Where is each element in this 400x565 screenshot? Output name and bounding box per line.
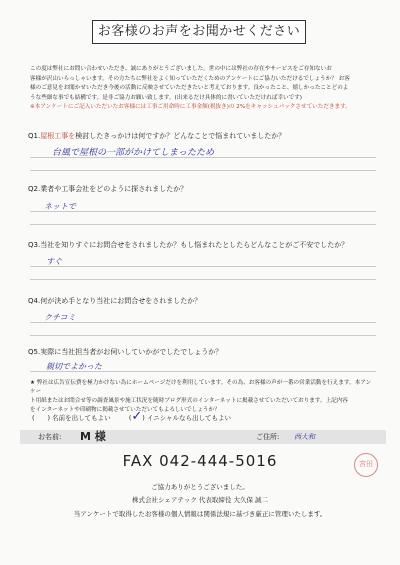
publication-note: ★ 弊社は広告宣伝費を極力かけない為にホームページだけを利用しています。その為、お客様の声が一番の営業活動を行えます。本アンケー ト用紙またはお問合せ等の調査風景や施工状況を随時ブログ形式のインターネットに掲載させていただいております。上記内容 をインターネットや印刷物に掲載させていただいてもよろしいでしょうか？	[30, 380, 372, 413]
consent-options	[32, 409, 372, 424]
page-title: お客様のお声をお聞かせください	[92, 20, 306, 44]
question-number: Q2.	[28, 185, 41, 193]
question-number: Q3.	[28, 241, 41, 249]
name-address-bar	[20, 430, 386, 444]
question-text: 実際に当社担当者がお伺いしていかがでしたでしょうか？	[40, 348, 223, 356]
privacy-notice: 当アンケートで取得したお客様の個人情報は関係法規に基づき厳正に管理いたします。	[73, 510, 327, 518]
answer-2[interactable]: ネットで	[44, 202, 76, 211]
consent-checkbox-name[interactable]: ( )	[32, 414, 51, 422]
answer-line	[30, 211, 376, 212]
consent-checkbox-initial[interactable]: (✓)	[128, 409, 145, 424]
answer-line	[30, 266, 376, 267]
answer-4[interactable]: クチコミ	[44, 313, 76, 322]
name-value[interactable]: M 様	[80, 430, 106, 443]
address-label: ご住所:	[256, 433, 280, 441]
consent-option-initial: イニシャルなら出してもよい	[146, 414, 232, 422]
question-number: Q1.	[28, 132, 41, 140]
check-mark-icon: ✓	[131, 409, 143, 424]
consent-option-name: 名前を出してもよい	[52, 414, 111, 422]
question-4	[28, 296, 376, 306]
question-text: 検討したきっかけは何ですか？どんなことで悩まれていましたか？	[75, 132, 286, 140]
answer-line	[30, 224, 376, 225]
answer-5[interactable]: 親切でよかった	[46, 362, 102, 371]
question-number: Q4.	[28, 297, 41, 305]
answer-1[interactable]: 台風で屋根の一部がかけてしまったため	[52, 148, 215, 158]
answer-line	[30, 170, 376, 171]
question-text: 何が決め手となり当社にお問合せをされましたか？	[40, 297, 202, 305]
question-2	[28, 184, 376, 194]
question-highlight: 屋根工事を	[40, 132, 76, 140]
intro-cashback-note: ※本アンケートにご記入いただいたお客様には工事ご用命時に工事金額(税抜き)の 2%をキャッシュバックさせていただきます。	[30, 104, 351, 111]
answer-line	[30, 279, 376, 280]
answer-line	[30, 322, 376, 323]
thanks-text: ご協力ありがとうございました。	[151, 483, 249, 491]
address-value[interactable]: 西大和	[294, 433, 315, 441]
answer-line	[30, 371, 376, 372]
question-text: 当社を知りすぐにお問合せをされましたか？もし悩まれたとしたらどんなことがご不安でしたか？	[40, 241, 349, 249]
question-3	[28, 240, 376, 250]
company-name: 株式会社シェアテック 代表取締役 大久保 誠二	[131, 496, 269, 504]
intro-text	[30, 56, 376, 122]
fax-number: FAX 042-444-5016	[122, 452, 278, 470]
question-5	[28, 347, 376, 357]
answer-line	[30, 335, 376, 336]
intro-body: この度は弊社にお問い合わせいただき、誠にありがとうございました。世の中には弊社の存在やサービスをご存知ないお 客様が沢山いらっしゃいます。その方たちに弊社をよく知っていただくためのアンケートにご協力いただけるでしょうか？ お客 様のご意見をお聞かせいただき今後の活動に反映させていただきたいと考えております。良かったこと、嬉しかったことどのよ うな些細な事でも結構です。是非ご協力お願い致します。(出来るだけ具体的に書いていただければ幸いです)	[30, 66, 350, 101]
answer-3[interactable]: すぐ	[46, 257, 62, 266]
question-number: Q5.	[28, 348, 41, 356]
name-label: お名前:	[38, 433, 62, 441]
stamp-text: 宮田	[359, 460, 373, 468]
seal-stamp	[354, 453, 378, 477]
answer-line	[30, 157, 376, 158]
question-text: 業者や工事会社をどのように探されましたか？	[40, 185, 188, 193]
question-1	[28, 131, 376, 141]
